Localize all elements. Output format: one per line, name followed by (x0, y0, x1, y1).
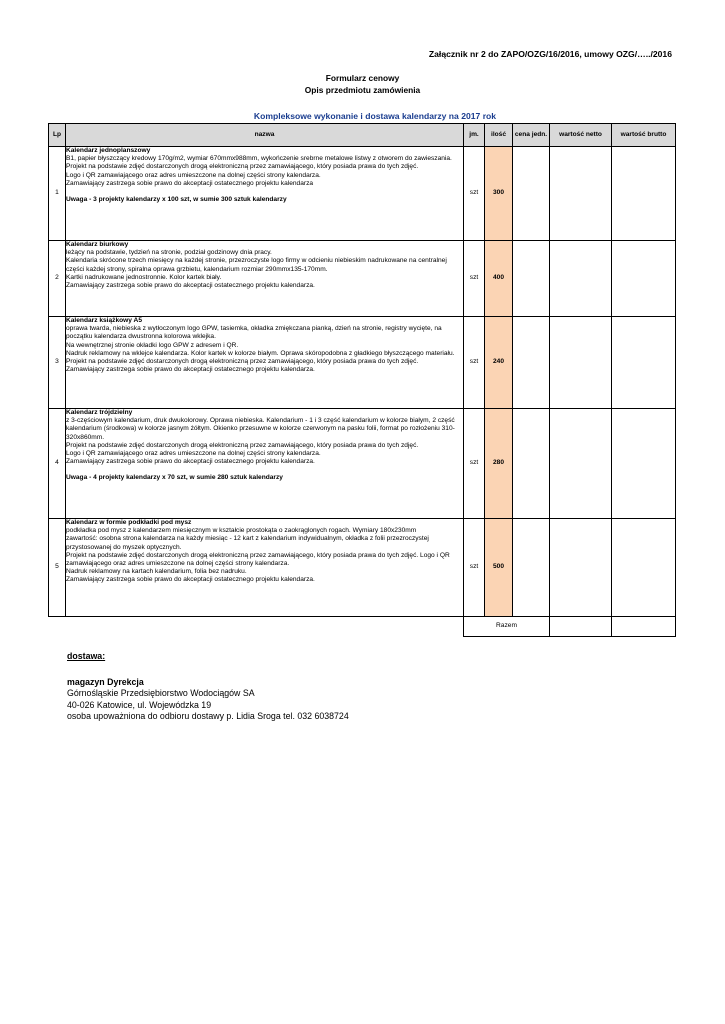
col-name: nazwa (66, 124, 464, 147)
row-lp: 1 (49, 147, 66, 241)
delivery-contact: osoba upoważniona do odbioru dostawy p. Lidia Sroga tel. 032 6038724 (67, 711, 349, 722)
item-line: B1, papier błyszczący kredowy 170g/m2, wymiar 670mmx988mm, wykończenie srebrne metalowe listwy z otworem do zawieszania. (66, 155, 452, 163)
col-lp: Lp (49, 124, 66, 147)
total-spacer (66, 617, 464, 637)
item-line: zawartość: osobna strona kalendarza na każdy miesiąc - 12 kart z kalendarium indywidualnym, okładka z folii przezroczystej przystosowanej do myszek optycznych. (66, 535, 429, 551)
row-lp: 5 (49, 519, 66, 617)
table-row (49, 409, 676, 519)
total-net-cell[interactable] (550, 617, 612, 637)
item-line: z 3-częściowym kalendarium, druk dwukolorowy. Oprawa niebieska. Kalendarium - 1 i 3 część kalendarium w kolorze białym, 2 część kalendarium (środkowa) w kolorze jasnym żółtym. Okienko przesuwne w kolorze czerwonym na pasku folii, format po rozłożeniu 310-320x860mm. (66, 417, 455, 441)
table-row (49, 241, 676, 317)
price-table (48, 123, 676, 637)
item-title: Kalendarz jednoplanszowy (66, 147, 151, 154)
item-line: Zamawiający zastrzega sobie prawo do akceptacji ostatecznego projektu kalendarza. (66, 458, 315, 466)
row-unit-price-cell[interactable] (513, 409, 550, 519)
row-description (66, 317, 464, 409)
item-line: Projekt na podstawie zdjęć dostarczonych drogą elektroniczną przez zamawiającego, który posiada prawa do tych zdjęć. (66, 163, 419, 171)
row-unit-price-cell[interactable] (513, 317, 550, 409)
row-gross-cell[interactable] (612, 317, 676, 409)
item-title: Kalendarz biurkowy (66, 241, 129, 248)
item-line: Logo i QR zamawiającego oraz adres umieszczone na dolnej części strony kalendarza. (66, 171, 321, 179)
item-note: Uwaga - 3 projekty kalendarzy x 100 szt, w sumie 300 sztuk kalendarzy (66, 196, 287, 204)
row-unit: szt (464, 409, 485, 519)
row-qty: 400 (485, 241, 513, 317)
item-line: Zamawiający zastrzega sobie prawo do akceptacji ostatecznego projektu kalendarza. (66, 576, 315, 584)
item-line: Nadruk reklamowy na kartach kalendarium, folia bez nadruku. (66, 568, 247, 576)
item-line: Nadruk reklamowy na wklejce kalendarza. Kolor kartek w kolorze białym. Oprawa skóropodobna z gładkiego błyszczącego materiału. (66, 349, 455, 357)
row-gross-cell[interactable] (612, 519, 676, 617)
col-unit: jm. (464, 124, 485, 147)
row-unit: szt (464, 241, 485, 317)
item-line: leżący na podstawie, tydzień na stronie, podział godzinowy dnia pracy. (66, 249, 272, 257)
row-unit: szt (464, 519, 485, 617)
delivery-place: magazyn Dyrekcja (67, 676, 144, 687)
row-qty: 280 (485, 409, 513, 519)
item-line: Projekt na podstawie zdjęć dostarczonych drogą elektroniczną przez zamawiającego, który posiada prawa do tych zdjęć. (66, 358, 419, 366)
row-gross-cell[interactable] (612, 241, 676, 317)
row-unit: szt (464, 147, 485, 241)
item-line: podkładka pod mysz z kalendarzem miesięcznym w kształcie prostokąta o zaokrąglonych rogach. Wymiary 180x230mm (66, 527, 417, 535)
item-line: Kalendaria skrócone trzech miesięcy na każdej stronie, przezroczyste logo firmy w odcieniu niebieskim nadrukowane na centralnej części każdej strony, spiralna oprawa grzbietu, kalendarium rozmiar 290mmx135-170mm. (66, 257, 447, 273)
row-qty: 500 (485, 519, 513, 617)
row-net-cell[interactable] (550, 409, 612, 519)
item-title: Kalendarz książkowy A5 (66, 317, 142, 324)
table-row (49, 317, 676, 409)
item-title: Kalendarz w formie podkładki pod mysz (66, 519, 192, 526)
total-label: Razem (464, 617, 550, 637)
item-line: Projekt na podstawie zdjęć dostarczonych drogą elektroniczną przez zamawiającego, który posiada prawa do tych zdjęć. (66, 441, 419, 449)
delivery-header: dostawa: (67, 651, 106, 661)
col-unit-price: cena jedn. (513, 124, 550, 147)
item-title: Kalendarz trójdzielny (66, 409, 133, 416)
table-header-row (49, 124, 676, 147)
row-net-cell[interactable] (550, 317, 612, 409)
item-line: Logo i QR zamawiającego oraz adres umieszczone na dolnej części strony kalendarza. (66, 450, 321, 458)
col-gross: wartość brutto (612, 124, 676, 147)
item-note: Uwaga - 4 projekty kalendarzy x 70 szt, w sumie 280 sztuk kalendarzy (66, 474, 283, 482)
item-line: oprawa twarda, niebieska z wytłoczonym logo GPW, tasiemka, okładka zmiękczana pianką, dzień na stronie, registry wycięte, na początku kalendarza dwustronna kolorowa wklejka. (66, 325, 442, 341)
total-spacer (49, 617, 66, 637)
delivery-company: Górnośląskie Przedsiębiorstwo Wodociągów SA (67, 688, 255, 699)
row-description (66, 147, 464, 241)
annex-reference: Załącznik nr 2 do ZAPO/OZG/16/2016, umowy OZG/…../2016 (428, 49, 672, 59)
row-unit-price-cell[interactable] (513, 241, 550, 317)
item-line: Kartki nadrukowane jednostronnie. Kolor kartek biały. (66, 273, 222, 281)
total-row (49, 617, 676, 637)
order-subject: Kompleksowe wykonanie i dostawa kalendarzy na 2017 rok (253, 111, 497, 121)
col-qty: ilość (485, 124, 513, 147)
form-title: Formularz cenowy (325, 73, 400, 83)
total-gross-cell[interactable] (612, 617, 676, 637)
col-net: wartość netto (550, 124, 612, 147)
row-lp: 2 (49, 241, 66, 317)
row-description (66, 519, 464, 617)
row-unit-price-cell[interactable] (513, 147, 550, 241)
delivery-address: 40-026 Katowice, ul. Wojewódzka 19 (67, 699, 212, 710)
table-row (49, 147, 676, 241)
row-lp: 4 (49, 409, 66, 519)
form-subtitle: Opis przedmiotu zamówienia (304, 85, 421, 95)
row-lp: 3 (49, 317, 66, 409)
item-line: Projekt na podstawie zdjęć dostarczonych drogą elektroniczną przez zamawiającego, który posiada prawa do tych zdjęć. Logo i QR zamawiającego oraz adres umieszczone na dolnej części strony kalendarza. (66, 551, 450, 568)
delivery-section (67, 651, 349, 723)
item-line: Zamawiający zastrzega sobie prawo do akceptacji ostatecznego projektu kalendarza. (66, 282, 315, 290)
row-description (66, 409, 464, 519)
row-net-cell[interactable] (550, 241, 612, 317)
row-unit: szt (464, 317, 485, 409)
item-line: Zamawiający zastrzega sobie prawo do akceptacji ostatecznego projektu kalendarza (66, 179, 314, 187)
row-qty: 300 (485, 147, 513, 241)
item-line: Na wewnętrznej stronie okładki logo GPW z adresem i QR. (66, 341, 239, 349)
row-net-cell[interactable] (550, 519, 612, 617)
item-line: Zamawiający zastrzega sobie prawo do akceptacji ostatecznego projektu kalendarza. (66, 366, 315, 374)
row-gross-cell[interactable] (612, 147, 676, 241)
row-gross-cell[interactable] (612, 409, 676, 519)
row-description (66, 241, 464, 317)
row-qty: 240 (485, 317, 513, 409)
row-net-cell[interactable] (550, 147, 612, 241)
row-unit-price-cell[interactable] (513, 519, 550, 617)
table-row (49, 519, 676, 617)
